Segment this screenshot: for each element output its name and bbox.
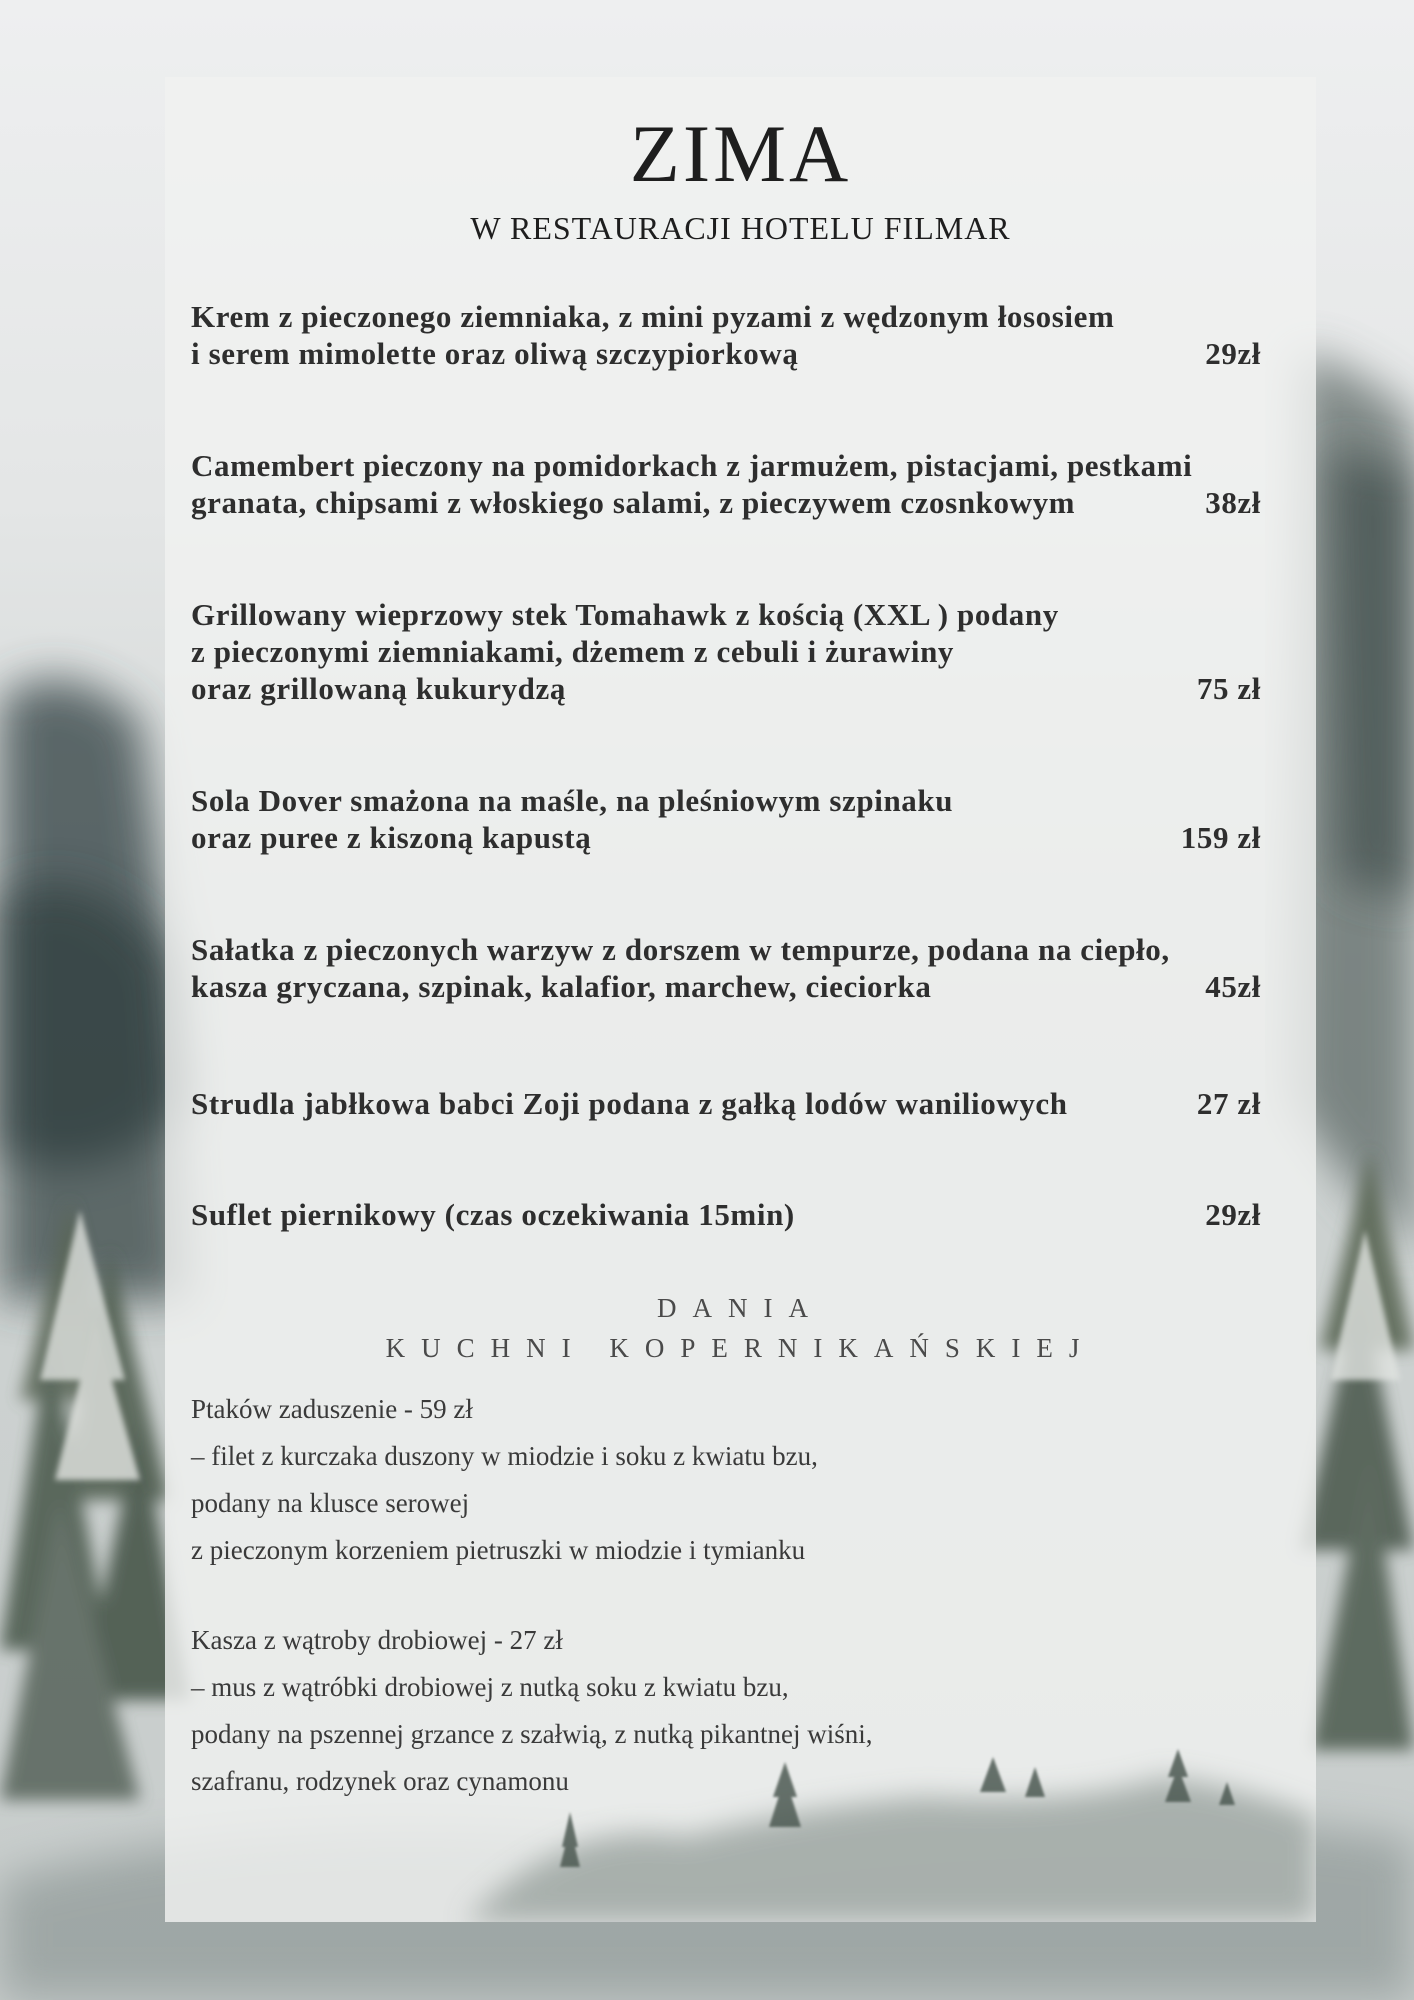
kopernik-item-line: podany na klusce serowej [191, 1488, 470, 1518]
menu-item-description-line: Strudla jabłkowa babci Zoji podana z gałką lodów waniliowych [191, 1086, 1068, 1121]
menu-item-description-line: oraz puree z kiszoną kapustą [191, 820, 592, 855]
menu-item [191, 298, 1301, 372]
section-title-line: KUCHNI KOPERNIKAŃSKIEJ [385, 1333, 1096, 1363]
menu-subtitle: W RESTAURACJI HOTELU FILMAR [470, 210, 1011, 246]
menu-item-description-line: oraz grillowaną kukurydzą [191, 671, 566, 706]
menu-title: ZIMA [629, 108, 852, 199]
menu-item-price: 45zł [1205, 969, 1261, 1004]
menu-item-price: 75 zł [1196, 671, 1261, 706]
menu-item-price: 159 zł [1180, 820, 1261, 855]
kopernik-menu-item [191, 1386, 1291, 1574]
menu-item-description-line: z pieczonymi ziemniakami, dżemem z cebuli i żurawiny [191, 634, 955, 669]
kopernik-item-line: z pieczonym korzeniem pietruszki w miodzie i tymianku [191, 1535, 806, 1565]
menu-item-description-line: kasza gryczana, szpinak, kalafior, marchew, cieciorka [191, 969, 932, 1004]
kopernik-item-line: – mus z wątróbki drobiowej z nutką soku z kwiatu bzu, [191, 1672, 789, 1702]
kopernik-item-line: szafranu, rodzynek oraz cynamonu [191, 1766, 569, 1796]
kopernik-menu-item [191, 1617, 1291, 1805]
menu-item-description-line: Grillowany wieprzowy stek Tomahawk z kością (XXL ) podany [191, 597, 1059, 632]
menu-item-description-line: Camembert pieczony na pomidorkach z jarmużem, pistacjami, pestkami [191, 448, 1193, 483]
menu-item [191, 1085, 1301, 1122]
menu-item-price: 29zł [1205, 1197, 1261, 1232]
kopernik-item-line: Ptaków zaduszenie - 59 zł [191, 1394, 473, 1424]
menu-item-description-line: i serem mimolette oraz oliwą szczypiorkową [191, 336, 799, 371]
menu-item-description-line: Sałatka z pieczonych warzyw z dorszem w tempurze, podana na ciepło, [191, 932, 1170, 967]
menu-item [191, 447, 1301, 521]
kopernik-item-line: – filet z kurczaka duszony w miodzie i soku z kwiatu bzu, [191, 1441, 818, 1471]
menu-item-description-line: Suflet piernikowy (czas oczekiwania 15min) [191, 1197, 795, 1232]
menu-item-description-line: Sola Dover smażona na maśle, na pleśniowym szpinaku [191, 783, 954, 818]
section-title-line: DANIA [657, 1293, 824, 1323]
menu-item-price: 38zł [1205, 485, 1261, 520]
menu-item [191, 596, 1301, 707]
kopernik-item-line: podany na pszennej grzance z szałwią, z nutką pikantnej wiśni, [191, 1719, 873, 1749]
menu-panel [165, 77, 1316, 1922]
menu-item-description-line: Krem z pieczonego ziemniaka, z mini pyzami z wędzonym łososiem [191, 299, 1115, 334]
menu-item [191, 931, 1301, 1005]
kopernik-item-line: Kasza z wątroby drobiowej - 27 zł [191, 1625, 563, 1655]
menu-item [191, 1196, 1301, 1233]
menu-item-description-line: granata, chipsami z włoskiego salami, z pieczywem czosnkowym [191, 485, 1076, 520]
menu-item-price: 29zł [1205, 336, 1261, 371]
menu-item [191, 782, 1301, 856]
menu-item-price: 27 zł [1196, 1086, 1261, 1121]
